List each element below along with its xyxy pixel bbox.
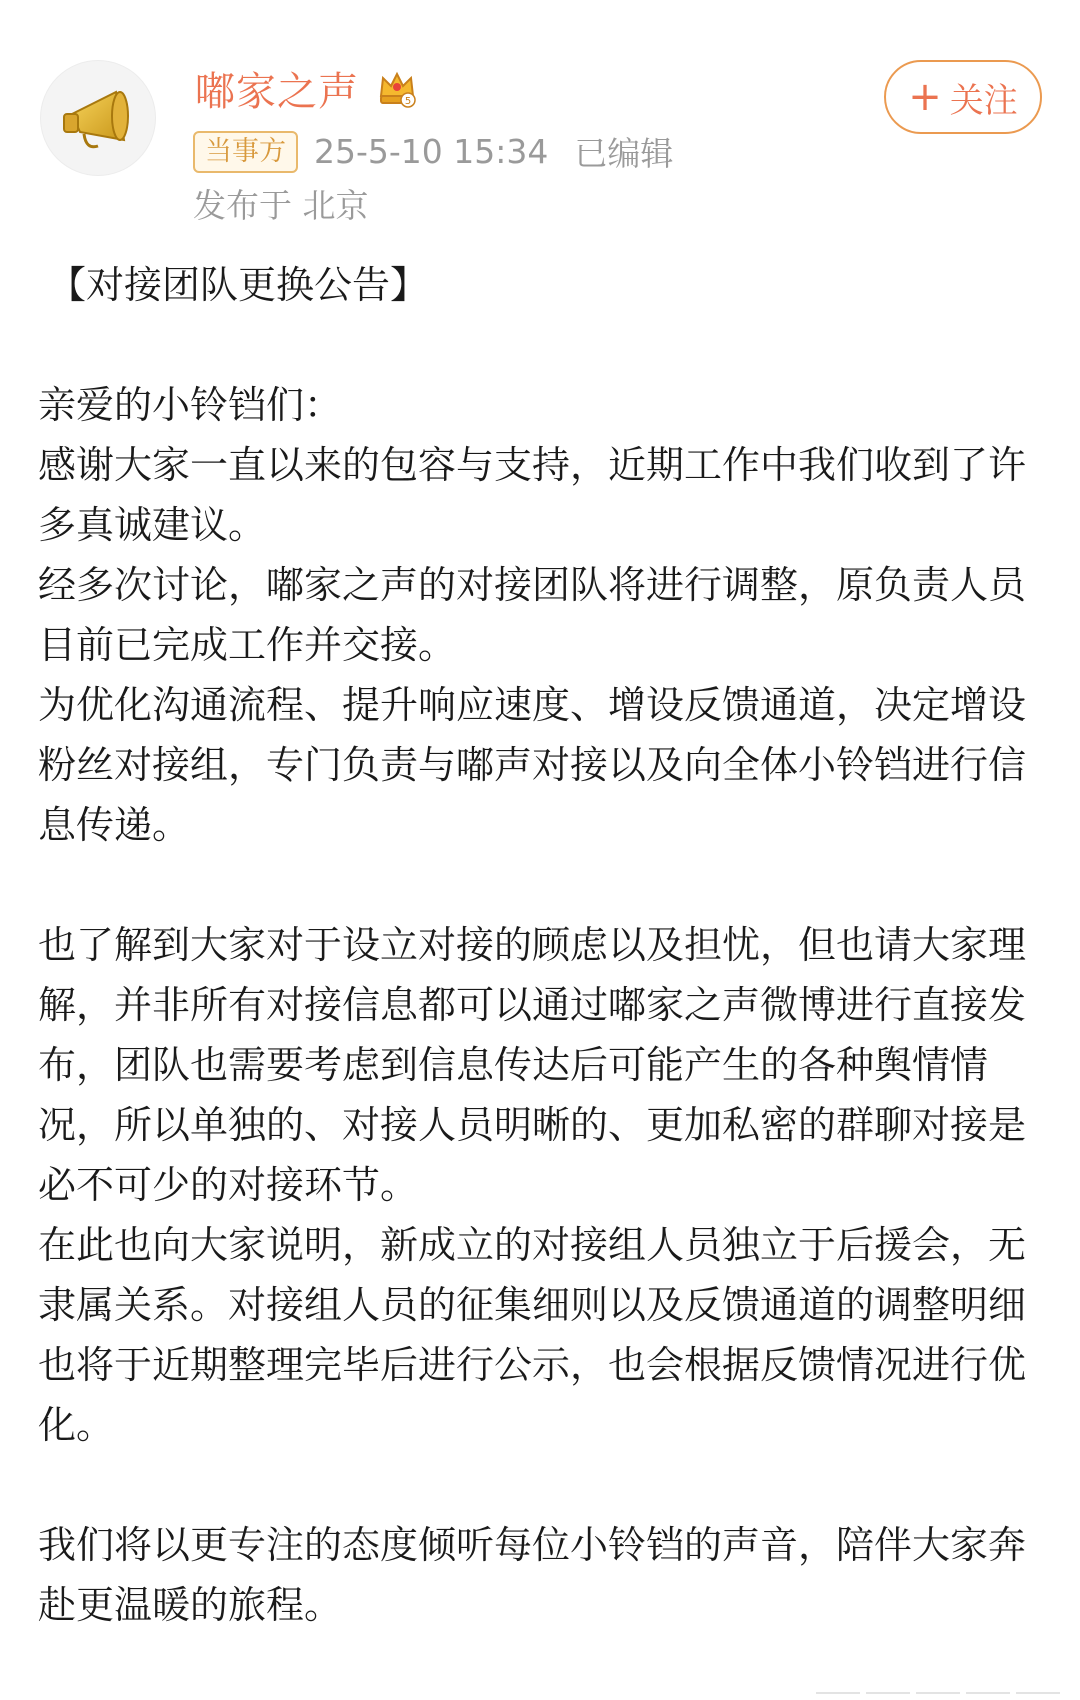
- edited-label[interactable]: 已编辑: [574, 134, 674, 173]
- follow-label: 关注: [949, 80, 1018, 121]
- post-meta: [193, 128, 673, 175]
- greeting-paragraph: 亲爱的小铃铛们：: [38, 383, 343, 427]
- body-paragraph: 在此也向大家说明，新成立的对接组人员独立于后援会，无隶属关系。对接组人员的征集细则以及反馈通道的调整明细也将于近期整理完毕后进行公示，也会根据反馈情况进行优化。: [38, 1223, 1027, 1447]
- body-paragraph: 经多次讨论，嘟家之声的对接团队将进行调整，原负责人员目前已完成工作并交接。: [38, 563, 1027, 667]
- body-paragraph: 为优化沟通流程、提升响应速度、增设反馈通道，决定增设粉丝对接组，专门负责与嘟声对接以及向全体小铃铛进行信息传递。: [38, 683, 1027, 847]
- username[interactable]: 嘟家之声: [195, 68, 359, 115]
- megaphone-icon: [50, 70, 146, 166]
- post-timestamp: 25-5-10 15:34: [314, 132, 549, 171]
- closing-paragraph: 我们将以更专注的态度倾听每位小铃铛的声音，陪伴大家奔赴更温暖的旅程。: [38, 1523, 1027, 1627]
- watermark-divider: [810, 1692, 1060, 1694]
- follow-button[interactable]: [884, 60, 1042, 134]
- username-row: [195, 58, 419, 118]
- post-title: 【对接团队更换公告】: [48, 263, 429, 307]
- post-body: [38, 255, 1038, 1635]
- svg-text:5: 5: [404, 96, 412, 107]
- post-location: 发布于 北京: [193, 186, 369, 225]
- status-badge: 当事方: [193, 131, 298, 173]
- body-paragraph: 感谢大家一直以来的包容与支持，近期工作中我们收到了许多真诚建议。: [38, 443, 1027, 547]
- crown-icon: [375, 66, 419, 110]
- post-header: [0, 0, 1080, 230]
- body-paragraph: 也了解到大家对于设立对接的顾虑以及担忧，但也请大家理解，并非所有对接信息都可以通过嘟家之声微博进行直接发布，团队也需要考虑到信息传达后可能产生的各种舆情情况，所以单独的、对接人员明晰的、更加私密的群聊对接是必不可少的对接环节。: [38, 923, 1027, 1207]
- plus-icon: +: [908, 74, 942, 120]
- avatar[interactable]: [40, 60, 156, 176]
